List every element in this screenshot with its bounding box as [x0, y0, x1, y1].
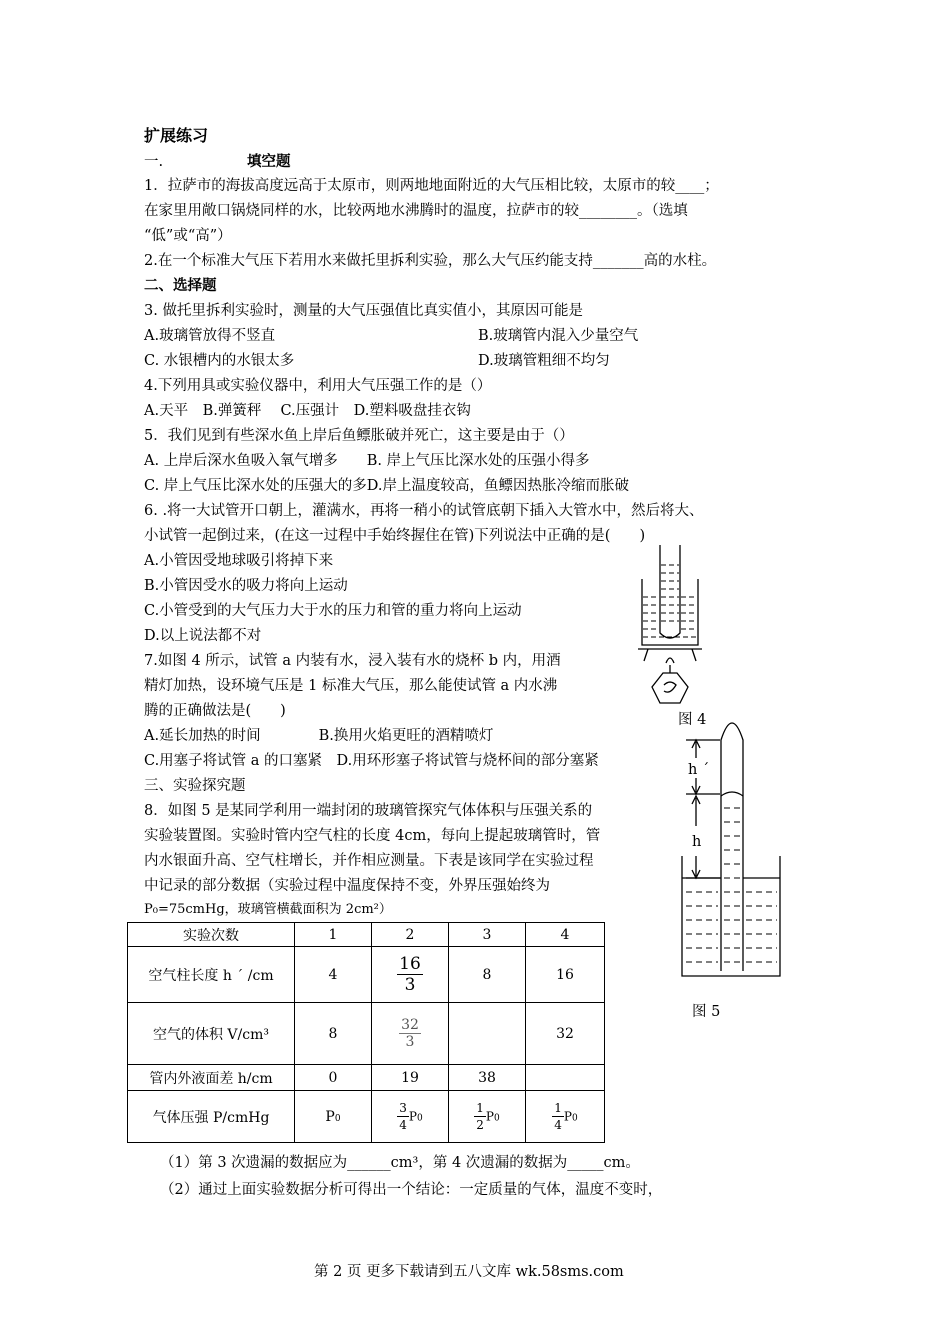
q8-line2: 实验装置图。实验时管内空气柱的长度 4cm，每向上提起玻璃管时，管: [144, 828, 601, 844]
q3-option-c: C. 水银槽内的水银太多: [144, 353, 295, 369]
q5-stem: 5．我们见到有些深水鱼上岸后鱼鳔胀破并死亡，这主要是由于（）: [144, 428, 574, 444]
q8-line1: 8．如图 5 是某同学利用一端封闭的玻璃管探究气体体积与压强关系的: [144, 803, 593, 819]
q3-option-d: D.玻璃管粗细不均匀: [478, 353, 610, 369]
q1-line1: 1．拉萨市的海拔高度远高于太原市，则两地地面附近的大气压相比较，太原市的较____；: [144, 178, 719, 194]
p-symbol: P: [563, 1109, 572, 1124]
q6-line1: 6. .将一大试管开口朝上，灌满水，再将一稍小的试管底朝下插入大管水中，然后将大、: [144, 503, 704, 519]
p-symbol: P: [485, 1109, 494, 1124]
fraction: [399, 1017, 421, 1050]
denominator: 4: [554, 1118, 562, 1132]
cell: [449, 1091, 526, 1143]
numerator: 16: [399, 954, 421, 974]
section-1-title: 填空题: [247, 154, 291, 170]
sub-question-1: （1）第 3 次遗漏的数据应为______cm³，第 4 次遗漏的数据为_____cm。: [160, 1155, 640, 1171]
q7-options-cd: C.用塞子将试管 a 的口塞紧 D.用环形塞子将试管与烧杯间的部分塞紧: [144, 753, 599, 769]
cell: [372, 1003, 449, 1065]
q5-options-cd: C. 岸上气压比深水处的压强大的多D.岸上温度较高，鱼鳔因热胀冷缩而胀破: [144, 478, 630, 494]
numerator: 1: [554, 1101, 562, 1115]
p-subscript: 0: [416, 1113, 423, 1124]
row-label: 管内外液面差 h/cm: [128, 1065, 295, 1091]
fraction: [552, 1100, 564, 1133]
numerator: 3: [399, 1101, 407, 1115]
q6-option-a: A.小管因受地球吸引将掉下来: [144, 553, 334, 569]
q7-line2: 精灯加热，设环境气压是 1 标准大气压，那么能使试管 a 内水沸: [144, 678, 558, 694]
row-label: 空气的体积 V/cm³: [128, 1003, 295, 1065]
table-header-cell: 2: [372, 923, 449, 947]
q7-options-ab: A.延长加热的时间 B.换用火焰更旺的酒精喷灯: [144, 728, 494, 744]
cell: [372, 1091, 449, 1143]
cell: [295, 1091, 372, 1143]
p-subscript: 0: [571, 1113, 578, 1124]
p-symbol: P: [325, 1108, 335, 1125]
q1-line2: 在家里用敞口锅烧同样的水，比较两地水沸腾时的温度，拉萨市的较________。（选填: [144, 203, 688, 219]
fraction: [397, 954, 423, 995]
q3-option-b: B.玻璃管内混入少量空气: [478, 328, 639, 344]
table-header-cell: 1: [295, 923, 372, 947]
denominator: 4: [399, 1118, 407, 1132]
cell: [449, 1003, 526, 1065]
table-header-cell: 实验次数: [128, 923, 295, 947]
p-symbol: P: [408, 1109, 417, 1124]
cell: [372, 947, 449, 1003]
q7-line3: 腾的正确做法是( ): [144, 703, 286, 719]
q4-options: A.天平 B.弹簧秤 C.压强计 D.塑料吸盘挂衣钩: [144, 403, 471, 419]
denominator: 3: [405, 1034, 415, 1050]
page-title: 扩展练习: [144, 126, 209, 145]
fraction: [397, 1100, 409, 1133]
q7-line1: 7.如图 4 所示，试管 a 内装有水，浸入装有水的烧杯 b 内，用酒: [144, 653, 561, 669]
fraction: [474, 1100, 486, 1133]
cell: 19: [372, 1065, 449, 1091]
cell: 38: [449, 1065, 526, 1091]
figure-4-diagram: [630, 545, 710, 710]
q8-line5: P₀=75cmHg，玻璃管横截面积为 2cm²）: [144, 902, 392, 917]
table-header-row: [128, 923, 605, 947]
denominator: 2: [476, 1118, 484, 1132]
data-table: [127, 922, 605, 1143]
section-3-title: 三、实验探究题: [144, 778, 246, 794]
q3-option-a: A.玻璃管放得不竖直: [144, 328, 276, 344]
cell: [526, 1065, 605, 1091]
section-1-number: 一.: [144, 154, 164, 170]
table-header-cell: 3: [449, 923, 526, 947]
numerator: 32: [401, 1017, 419, 1033]
figure-5-h-label: h: [692, 834, 702, 850]
cell: 16: [526, 947, 605, 1003]
cell: [526, 1091, 605, 1143]
cell: 0: [295, 1065, 372, 1091]
numerator: 1: [476, 1101, 484, 1115]
table-row: [128, 947, 605, 1003]
q5-options-ab: A. 上岸后深水鱼吸入氧气增多 B. 岸上气压比深水处的压强小得多: [144, 453, 590, 469]
p-subscript: 0: [493, 1113, 500, 1124]
q3-stem: 3. 做托里拆利实验时，测量的大气压强值比真实值小，其原因可能是: [144, 303, 583, 319]
section-2-title: 二、选择题: [144, 278, 217, 294]
sub-question-2: （2）通过上面实验数据分析可得出一个结论：一定质量的气体，温度不变时，: [160, 1182, 663, 1198]
figure-4-label: 图 4: [678, 712, 707, 728]
table-row: [128, 1091, 605, 1143]
table-header-cell: 4: [526, 923, 605, 947]
q6-option-d: D.以上说法都不对: [144, 628, 262, 644]
q6-option-b: B.小管因受水的吸力将向上运动: [144, 578, 348, 594]
cell: 4: [295, 947, 372, 1003]
cell: 32: [526, 1003, 605, 1065]
q6-line2: 小试管一起倒过来，(在这一过程中手始终握住在管)下列说法中正确的是( ): [144, 528, 646, 544]
denominator: 3: [404, 975, 416, 995]
p-subscript: 0: [334, 1113, 341, 1124]
page-footer: 第 2 页 更多下载请到五八文库 wk.58sms.com: [314, 1264, 624, 1280]
q8-line4: 中记录的部分数据（实验过程中温度保持不变，外界压强始终为: [144, 878, 550, 894]
q2: 2.在一个标准大气压下若用水来做托里拆利实验，那么大气压约能支持_______高的水柱。: [144, 253, 717, 269]
row-label: 气体压强 P/cmHg: [128, 1091, 295, 1143]
q6-option-c: C.小管受到的大气压力大于水的压力和管的重力将向上运动: [144, 603, 522, 619]
cell: 8: [449, 947, 526, 1003]
q1-line3: “低”或“高”）: [144, 228, 232, 244]
table-row: [128, 1065, 605, 1091]
table-row: [128, 1003, 605, 1065]
figure-5-label: 图 5: [692, 1004, 721, 1020]
row-label: 空气柱长度 h ˊ /cm: [128, 947, 295, 1003]
q4-stem: 4.下列用具或实验仪器中，利用大气压强工作的是（）: [144, 378, 492, 394]
figure-5-h-prime-label: h ˊ: [688, 762, 710, 778]
cell: 8: [295, 1003, 372, 1065]
q8-line3: 内水银面升高、空气柱增长，并作相应测量。下表是该同学在实验过程: [144, 853, 594, 869]
